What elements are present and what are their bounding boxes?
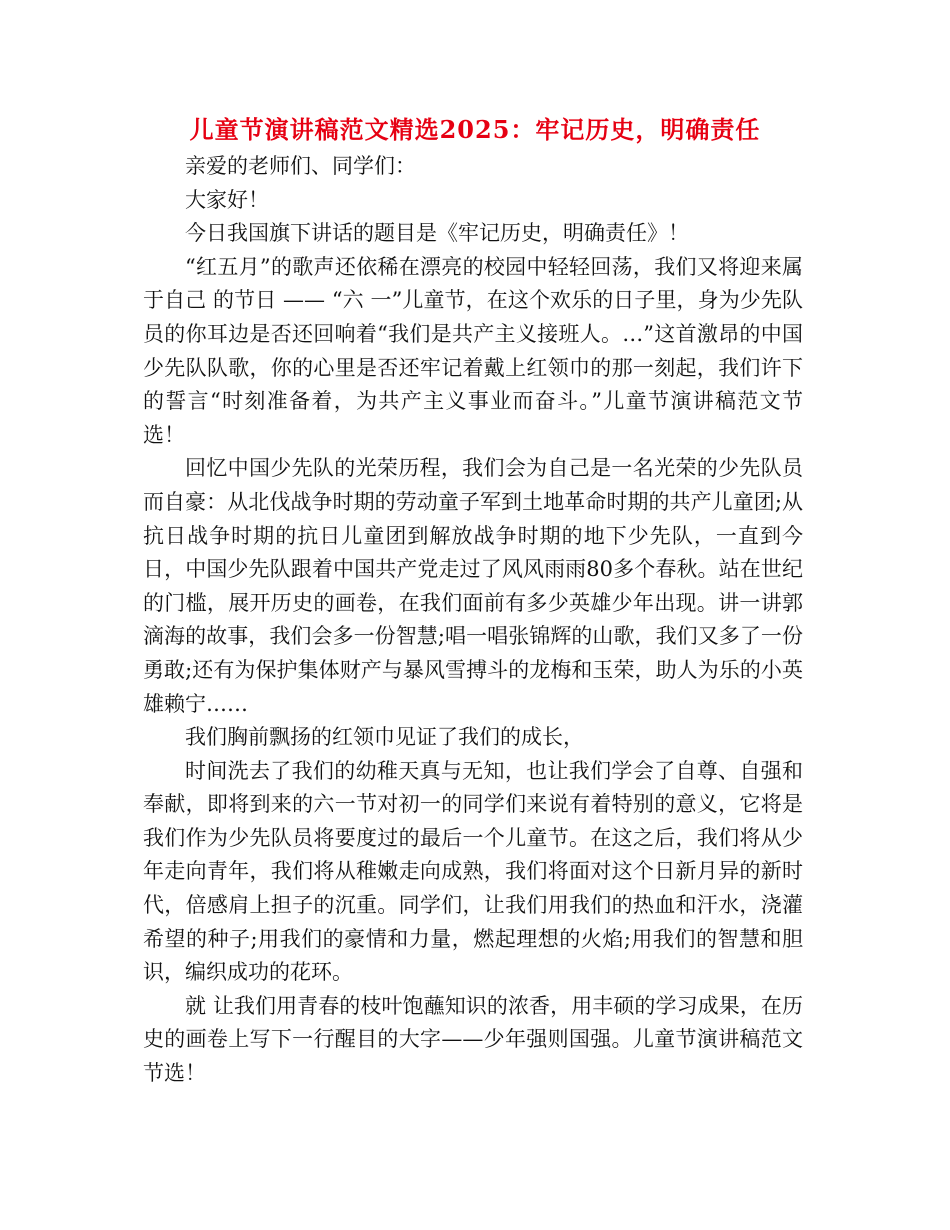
paragraph-greeting: 亲爱的老师们、同学们：: [185, 154, 416, 178]
paragraph-red-scarf: 我们胸前飘扬的红领巾见证了我们的成长，: [185, 725, 584, 750]
paragraph-topic: 今日我国旗下讲话的题目是《牢记历史，明确责任》！: [185, 221, 689, 246]
document-body: [143, 150, 803, 1091]
paragraph-history: 回忆中国少先队的光荣历程，我们会为自己是一名光荣的少先队员而自豪：从北伐战争时期的劳动童子军到土地革命时期的共产儿童团;从抗日战争时期的抗日儿童团到解放战争时期的地下少先队，一直到今日，中国少先队跟着中国共产党走过了风风雨雨80多个春秋。站在世纪的门槛，展开历史的画卷，在我们面前有多少英雄少年出现。讲一讲郭滴海的故事，我们会多一份智慧;唱一唱张锦辉的山歌，我们又多了一份勇敢;还有为保护集体财产与暴风雪搏斗的龙梅和玉荣，助人为乐的小英雄赖宁……: [143, 456, 803, 716]
paragraph-growth: 时间洗去了我们的幼稚天真与无知，也让我们学会了自尊、自强和奉献，即将到来的六一节对初一的同学们来说有着特别的意义，它将是我们作为少先队员将要度过的最后一个儿童节。在这之后，我们将从少年走向青年，我们将从稚嫩走向成熟，我们将面对这个日新月异的新时代，倍感肩上担子的沉重。同学们，让我们用我们的热血和汗水，浇灌希望的种子;用我们的豪情和力量，燃起理想的火焰;用我们的智慧和胆识，编织成功的花环。: [143, 758, 803, 985]
paragraph-red-may: “红五月”的歌声还依稀在漂亮的校园中轻轻回荡，我们又将迎来属于自己 的节日 —— “六 一”儿童节，在这个欢乐的日子里，身为少先队员的你耳边是否还回响着“我们是共产主义接班人。…”这首激昂的中国少先队队歌，你的心里是否还牢记着戴上红领巾的那一刻起，我们许下的誓言“时刻准备着，为共产主义事业而奋斗。”儿童节演讲稿范文节选！: [143, 254, 803, 447]
paragraph-closing: 就 让我们用青春的枝叶饱蘸知识的浓香，用丰硕的学习成果，在历史的画卷上写下一行醒目的大字——少年强则国强。儿童节演讲稿范文节选！: [143, 993, 803, 1086]
paragraph-hello: 大家好！: [185, 187, 269, 212]
document-title: 儿童节演讲稿范文精选2025：牢记历史，明确责任: [189, 115, 761, 144]
